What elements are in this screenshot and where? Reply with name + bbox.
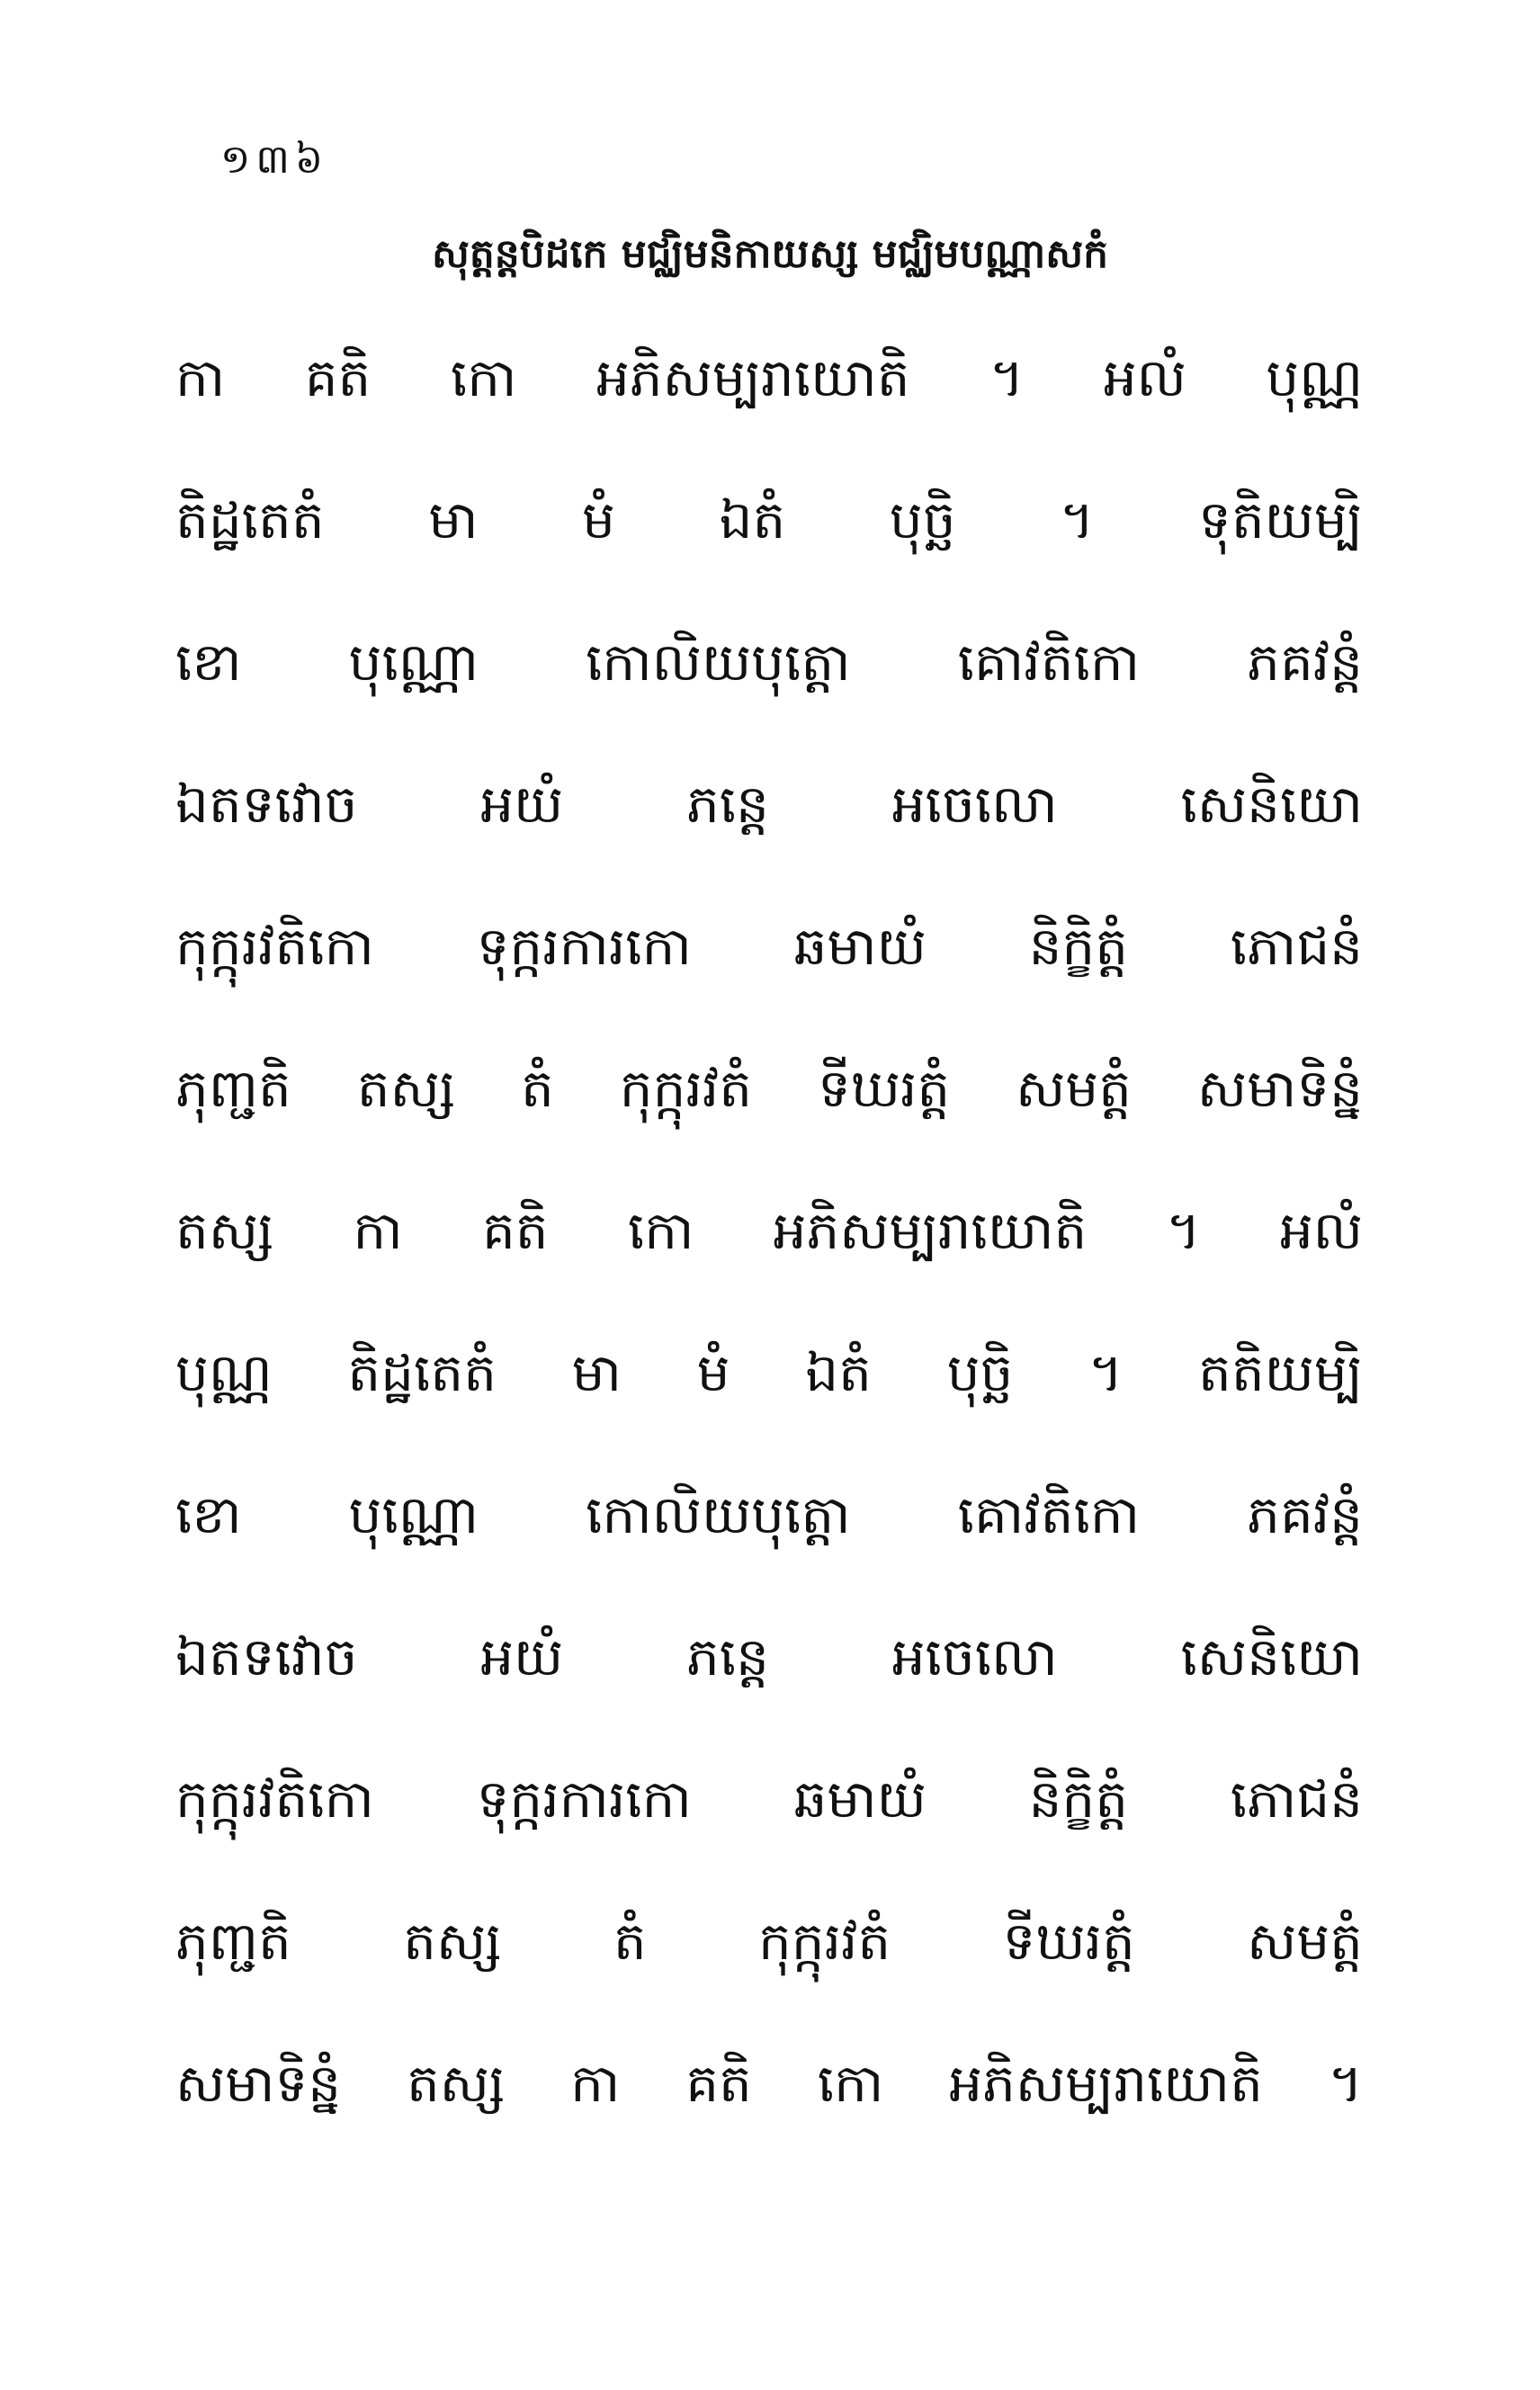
running-head: សុត្តន្តបិដកេ មជ្ឈិមនិកាយស្ស មជ្ឈិមបណ្ណាសកំ <box>431 231 1109 277</box>
text-line: កា គតិ កោ អភិសម្បរាយោតិ ។ អលំ បុណ្ណ <box>175 347 1363 408</box>
text-line: ភុញ្ជតិ តស្ស តំ កុក្កុរវតំ ទីឃរត្តំ សមត្តំ <box>175 1911 1363 1972</box>
text-line: ខោ បុណ្ណោ កោលិយបុត្តោ គោវតិកោ ភគវន្តំ <box>175 1484 1363 1545</box>
text-line: ឯតទវោច អយំ ភន្តេ អចេលោ សេនិយោ <box>175 774 1363 835</box>
text-line: ឯតទវោច អយំ ភន្តេ អចេលោ សេនិយោ <box>175 1626 1363 1687</box>
page-number: ១៣៦ <box>220 137 329 183</box>
text-line: បុណ្ណ តិដ្ឋតេតំ មា មំ ឯតំ បុច្ឆិ ។ តតិយម្បិ <box>175 1342 1363 1403</box>
text-line: ភុញ្ជតិ តស្ស តំ កុក្កុរវតំ ទីឃរត្តំ សមត្តំ សមាទិន្នំ <box>175 1058 1363 1119</box>
text-line: កុក្កុរវតិកោ ទុក្ករការកោ ឆមាយំ និក្ខិត្តំ ភោជនំ <box>175 916 1363 977</box>
text-line: កុក្កុរវតិកោ ទុក្ករការកោ ឆមាយំ និក្ខិត្តំ ភោជនំ <box>175 1768 1363 1830</box>
text-line: សមាទិន្នំ តស្ស កា គតិ កោ អភិសម្បរាយោតិ ។ <box>175 2053 1363 2114</box>
text-line: តិដ្ឋតេតំ មា មំ ឯតំ បុច្ឆិ ។ ទុតិយម្បិ <box>175 489 1363 551</box>
body-text <box>175 324 1363 2171</box>
text-line: ខោ បុណ្ណោ កោលិយបុត្តោ គោវតិកោ ភគវន្តំ <box>175 631 1363 693</box>
text-line: តស្ស កា គតិ កោ អភិសម្បរាយោតិ ។ អលំ <box>175 1200 1363 1261</box>
